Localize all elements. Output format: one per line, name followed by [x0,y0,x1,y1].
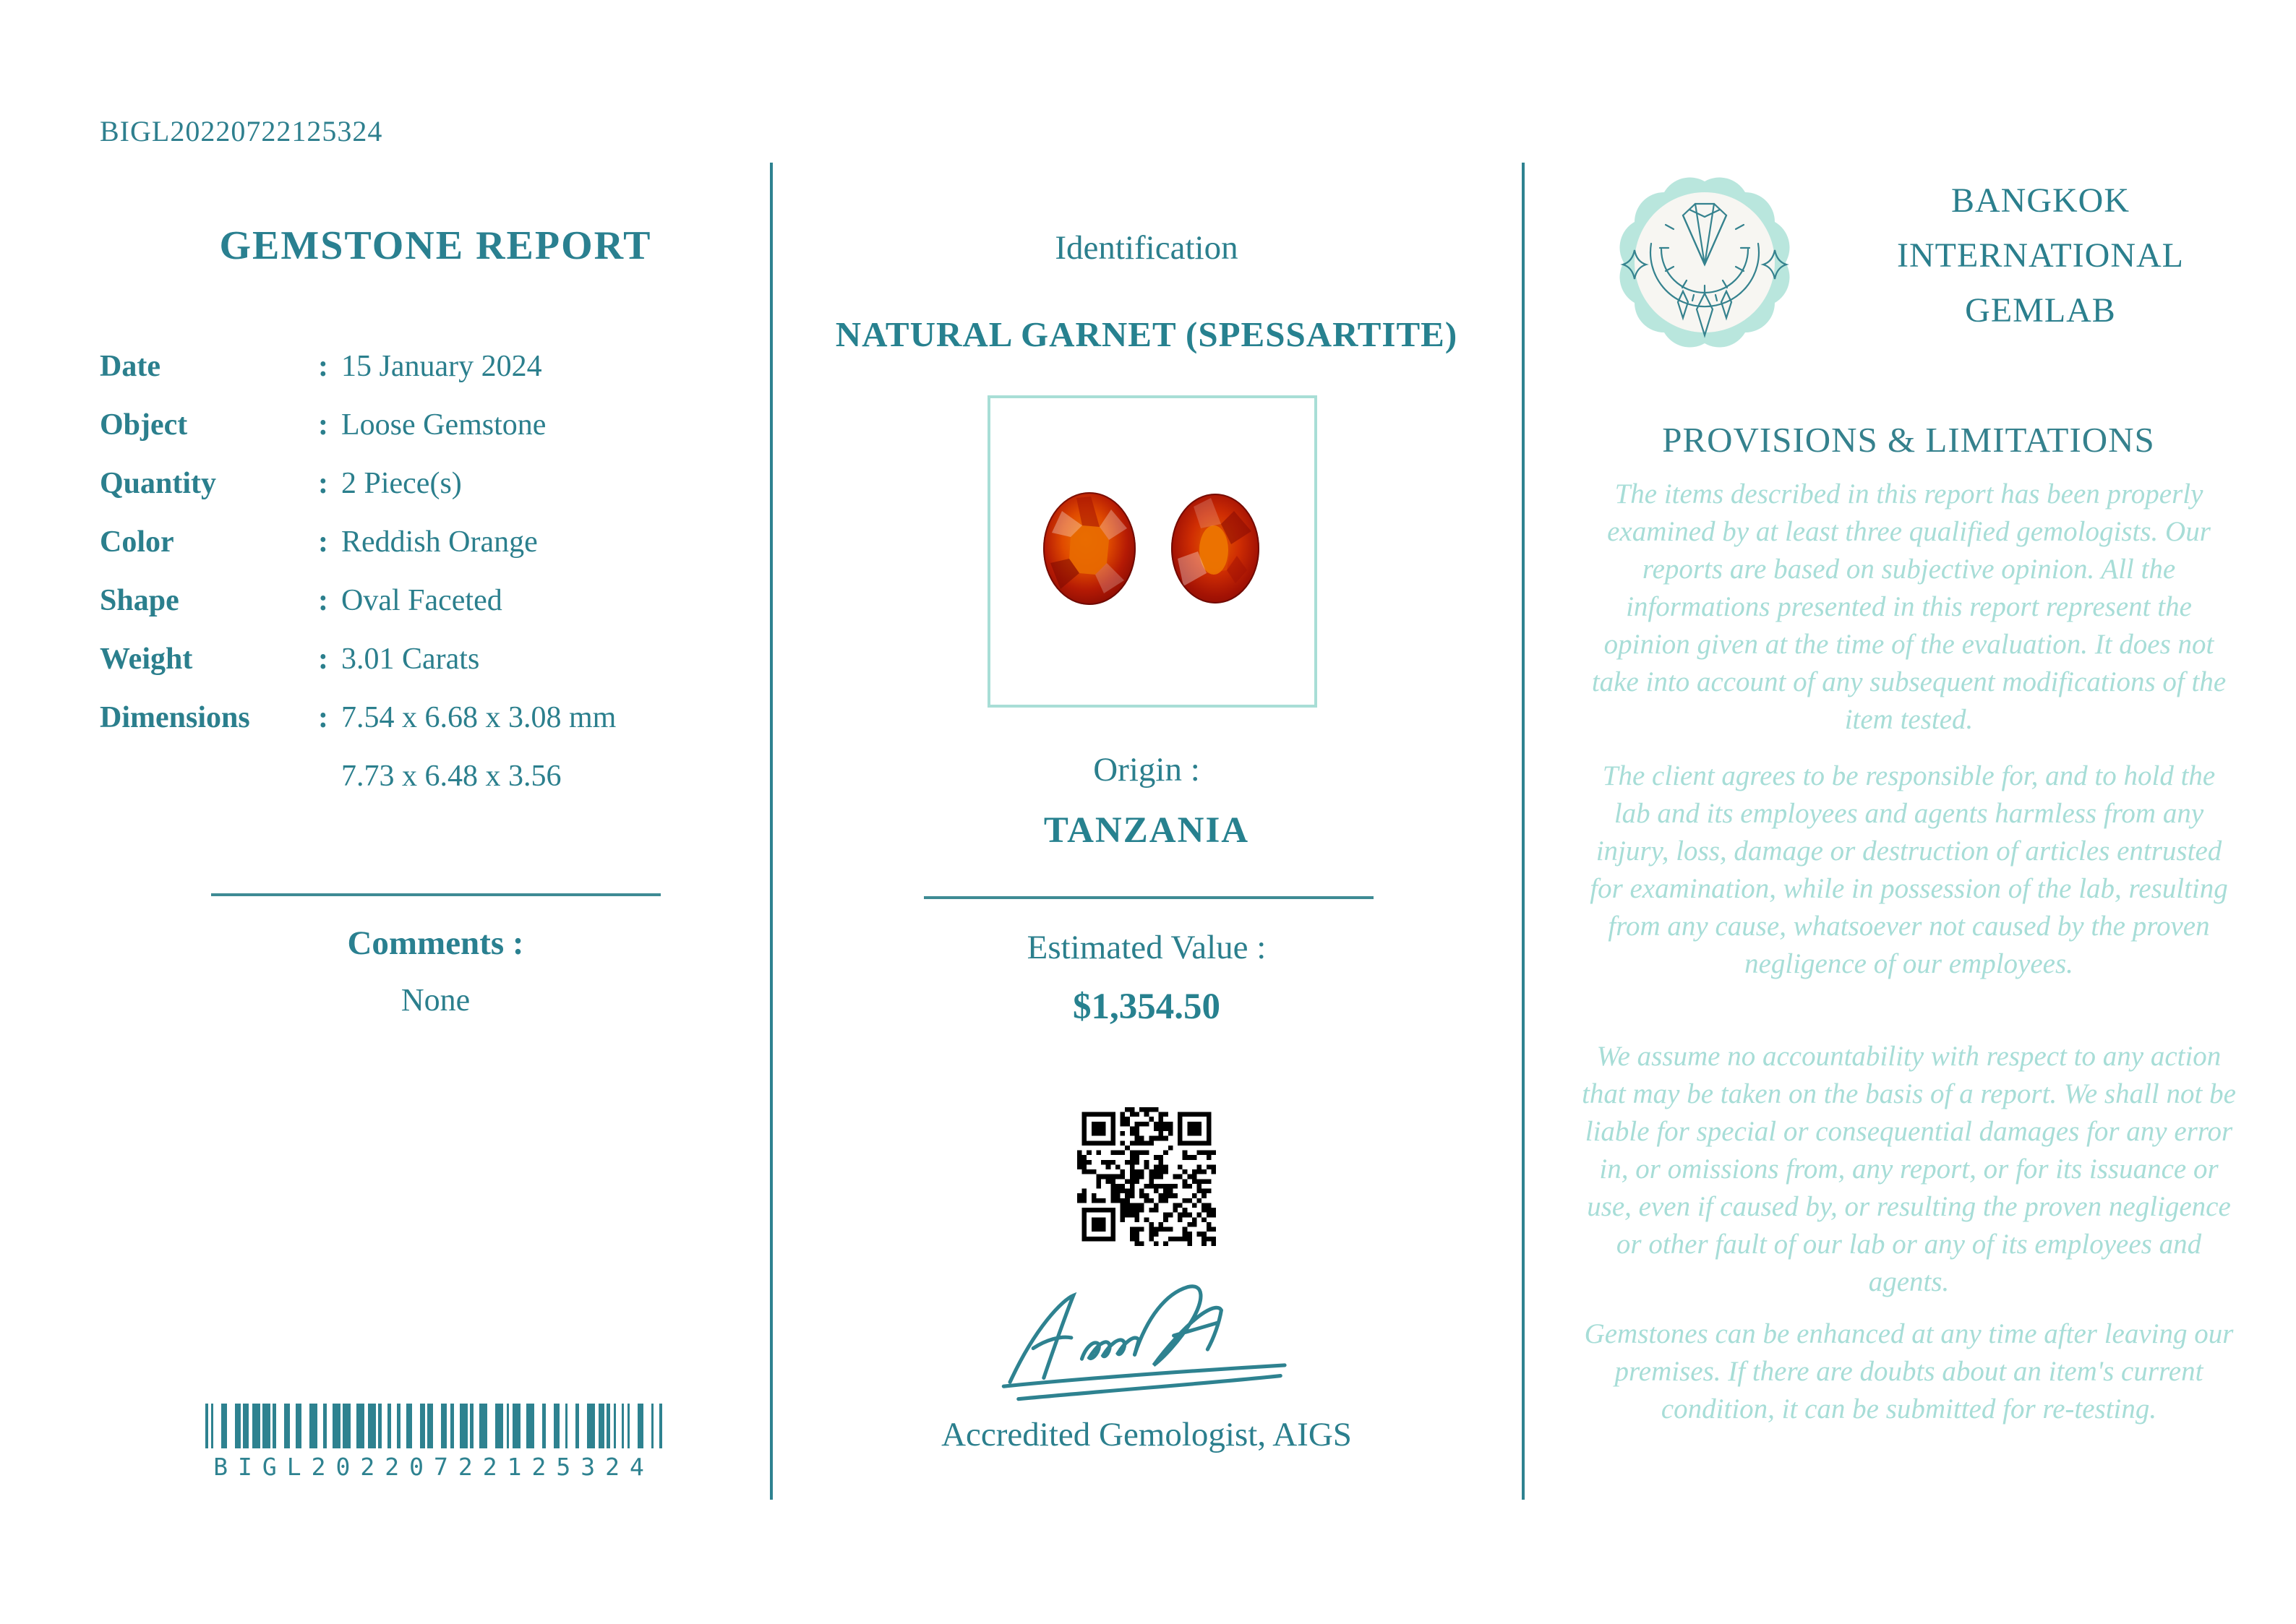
field-label: Object [100,408,188,442]
comments-label: Comments : [347,924,524,962]
gemologist-signature [954,1281,1345,1418]
field-label: Weight [100,642,193,676]
field-row-quantity [100,454,772,512]
lab-logo [1614,172,1795,353]
value-divider [924,896,1374,899]
gem-right [1171,494,1259,603]
field-label: Quantity [100,466,217,500]
field-value: 2 Piece(s) [341,466,462,500]
qr-code [1077,1107,1216,1246]
field-colon: : [318,583,328,617]
gemstones-image [990,398,1314,705]
origin-label: Origin : [1093,751,1200,789]
field-label: Color [100,525,174,559]
field-label: Shape [100,583,179,617]
field-row-shape [100,571,772,630]
field-row-object [100,395,772,454]
identification-result: NATURAL GARNET (SPESSARTITE) [835,314,1458,354]
provisions-paragraph-3: We assume no accountability with respect to any action that may be taken on the basis of a report. We shall not be liable for special or consequential damages for any error in, or omissions from, any report, or for its issuance or use, even if caused by, or resulting the proven negligence or other fault of our lab or any of its employees and agents. [1582,1041,2236,1297]
field-label: Date [100,349,160,383]
report-serial-number: BIGL20220722125324 [100,115,383,147]
field-row-date [100,337,772,395]
signature-caption: Accredited Gemologist, AIGS [941,1416,1352,1453]
field-colon: : [318,466,328,500]
field-row-dimensions [100,688,772,747]
field-value: 3.01 Carats [341,642,480,676]
field-row-color [100,512,772,571]
lab-name-line1: BANGKOK [1951,181,2130,220]
field-value: Reddish Orange [341,525,538,559]
barcode-text: BIGL20220722125324 [213,1453,654,1481]
origin-value: TANZANIA [1043,810,1250,851]
field-colon: : [318,525,328,559]
field-value: Oval Faceted [341,583,502,617]
provisions-heading: PROVISIONS & LIMITATIONS [1662,420,2155,460]
gemstone-photo [988,395,1317,708]
column-divider-right [1522,163,1525,1500]
lab-name-line2: INTERNATIONAL [1897,236,2184,275]
barcode [205,1404,662,1448]
field-value: 15 January 2024 [341,349,542,383]
field-label: Dimensions [100,700,250,734]
field-colon: : [318,700,328,734]
provisions-paragraph-1: The items described in this report has been properly examined by at least three qualified gemologists. Our reports are based on subjective opinion. All the informations presented in this report represent the opinion given at the time of the evaluation. It does not take into account of any subsequent modifications of the item tested. [1591,478,2227,735]
field-row-weight [100,630,772,688]
estimated-value-label: Estimated Value : [1027,929,1267,966]
estimated-value-amount: $1,354.50 [1073,987,1220,1027]
comments-divider [211,893,661,896]
field-colon: : [318,408,328,442]
comments-value: None [400,982,471,1018]
field-row-dimensions-2 [100,747,772,805]
provisions-paragraph-4: Gemstones can be enhanced at any time after leaving our premises. If there are doubts about an item's current condition, it can be submitted for re-testing. [1584,1318,2234,1425]
report-title: GEMSTONE REPORT [219,223,652,268]
field-colon: : [318,642,328,676]
lab-name-line3: GEMLAB [1965,291,2116,330]
identification-heading: Identification [1055,229,1238,267]
gem-left [1043,492,1136,605]
field-value: 7.54 x 6.68 x 3.08 mm [341,700,617,734]
lab-name [1804,173,2277,338]
field-value: 7.73 x 6.48 x 3.56 [341,759,562,793]
field-colon: : [318,349,328,383]
field-value: Loose Gemstone [341,408,547,442]
report-fields-table [100,337,772,805]
provisions-paragraph-2: The client agrees to be responsible for, and to hold the lab and its employees and agents harmless from any injury, loss, damage or destruction of articles entrusted for examination, while in possession of the lab, resulting from any cause, whatsoever not caused by the proven negligence of our employees. [1590,760,2228,979]
